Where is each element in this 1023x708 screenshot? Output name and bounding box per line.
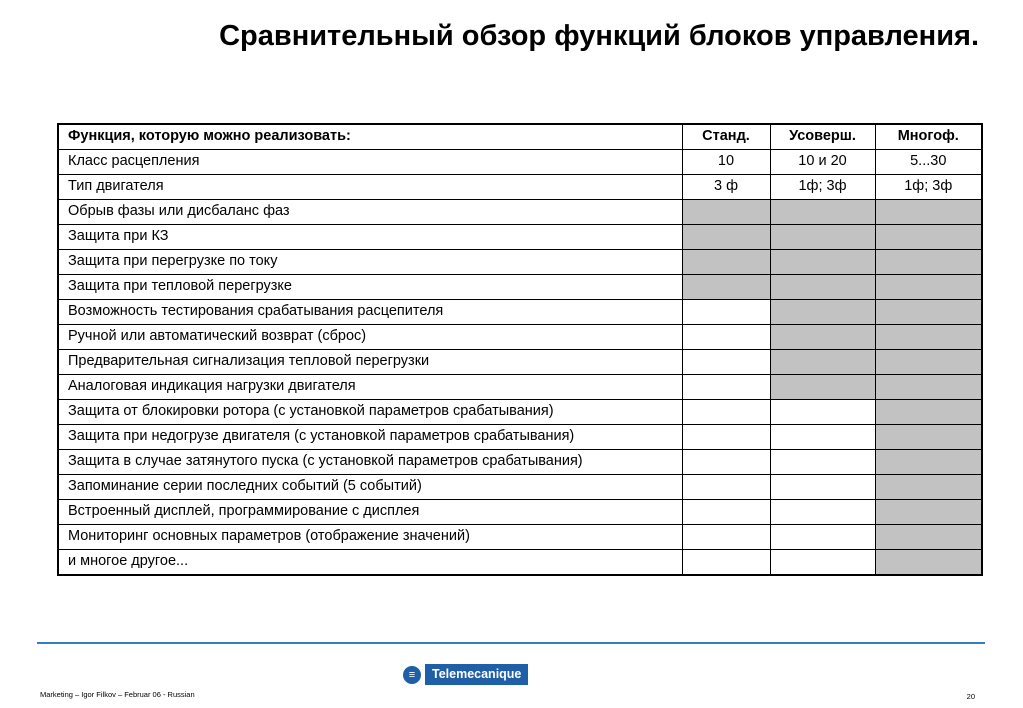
table-row [58, 525, 982, 550]
function-label: Защита при тепловой перегрузке [58, 275, 682, 300]
table-row [58, 425, 982, 450]
feature-empty-cell [770, 525, 875, 550]
feature-supported-cell [875, 425, 982, 450]
table-row [58, 350, 982, 375]
header-multifunction: Многоф. [875, 124, 982, 150]
function-label: и многое другое... [58, 550, 682, 576]
function-label: Запоминание серии последних событий (5 событий) [58, 475, 682, 500]
feature-supported-cell [875, 500, 982, 525]
telemecanique-logo-icon: ≡ [403, 666, 421, 684]
feature-empty-cell [682, 475, 770, 500]
header-advanced: Усоверш. [770, 124, 875, 150]
value-cell: 10 [682, 150, 770, 175]
function-label: Защита от блокировки ротора (с установкой параметров срабатывания) [58, 400, 682, 425]
function-label: Мониторинг основных параметров (отображение значений) [58, 525, 682, 550]
feature-empty-cell [770, 550, 875, 576]
brand-logo-text: Telemecanique [425, 664, 528, 685]
function-label: Защита при КЗ [58, 225, 682, 250]
feature-empty-cell [682, 350, 770, 375]
feature-supported-cell [682, 200, 770, 225]
feature-supported-cell [875, 250, 982, 275]
feature-supported-cell [875, 350, 982, 375]
value-cell: 3 ф [682, 175, 770, 200]
function-label: Встроенный дисплей, программирование с дисплея [58, 500, 682, 525]
function-label: Защита при перегрузке по току [58, 250, 682, 275]
feature-supported-cell [770, 375, 875, 400]
feature-supported-cell [875, 475, 982, 500]
page-title: Сравнительный обзор функций блоков управления. [219, 20, 979, 52]
function-label: Тип двигателя [58, 175, 682, 200]
feature-empty-cell [770, 400, 875, 425]
table-row [58, 550, 982, 576]
function-label: Класс расцепления [58, 150, 682, 175]
feature-supported-cell [770, 200, 875, 225]
feature-supported-cell [770, 325, 875, 350]
table-row [58, 300, 982, 325]
feature-empty-cell [682, 500, 770, 525]
value-cell: 10 и 20 [770, 150, 875, 175]
brand-logo [403, 664, 528, 685]
feature-supported-cell [875, 200, 982, 225]
value-cell: 1ф; 3ф [875, 175, 982, 200]
feature-supported-cell [682, 275, 770, 300]
table-row [58, 450, 982, 475]
feature-supported-cell [875, 525, 982, 550]
feature-empty-cell [682, 450, 770, 475]
table-row [58, 175, 982, 200]
feature-empty-cell [770, 475, 875, 500]
feature-supported-cell [875, 375, 982, 400]
function-label: Защита при недогрузе двигателя (с установкой параметров срабатывания) [58, 425, 682, 450]
feature-supported-cell [770, 300, 875, 325]
feature-supported-cell [682, 225, 770, 250]
feature-supported-cell [770, 350, 875, 375]
feature-supported-cell [875, 450, 982, 475]
table-row [58, 225, 982, 250]
table-row [58, 200, 982, 225]
feature-supported-cell [875, 300, 982, 325]
feature-supported-cell [875, 550, 982, 576]
table-row [58, 500, 982, 525]
table-row [58, 375, 982, 400]
function-label: Защита в случае затянутого пуска (с установкой параметров срабатывания) [58, 450, 682, 475]
feature-empty-cell [770, 425, 875, 450]
value-cell: 1ф; 3ф [770, 175, 875, 200]
value-cell: 5...30 [875, 150, 982, 175]
table-row [58, 400, 982, 425]
table-header-row [58, 124, 982, 150]
feature-empty-cell [682, 375, 770, 400]
feature-empty-cell [682, 525, 770, 550]
comparison-table [57, 123, 983, 576]
function-label: Обрыв фазы или дисбаланс фаз [58, 200, 682, 225]
feature-supported-cell [682, 250, 770, 275]
page-number: 20 [966, 692, 975, 701]
function-label: Возможность тестирования срабатывания расцепителя [58, 300, 682, 325]
footer-divider [37, 642, 985, 644]
feature-supported-cell [770, 250, 875, 275]
function-label: Аналоговая индикация нагрузки двигателя [58, 375, 682, 400]
footer-credit: Marketing – Igor Filkov – Februar 06 - Russian [40, 690, 195, 699]
table-row [58, 325, 982, 350]
feature-empty-cell [770, 450, 875, 475]
table-row [58, 475, 982, 500]
feature-empty-cell [682, 300, 770, 325]
table-row [58, 250, 982, 275]
feature-empty-cell [682, 400, 770, 425]
feature-empty-cell [682, 325, 770, 350]
feature-empty-cell [770, 500, 875, 525]
feature-supported-cell [875, 325, 982, 350]
table-row [58, 275, 982, 300]
feature-supported-cell [875, 275, 982, 300]
function-label: Предварительная сигнализация тепловой перегрузки [58, 350, 682, 375]
feature-empty-cell [682, 425, 770, 450]
header-function: Функция, которую можно реализовать: [58, 124, 682, 150]
table-row [58, 150, 982, 175]
feature-empty-cell [682, 550, 770, 576]
feature-supported-cell [770, 225, 875, 250]
header-standard: Станд. [682, 124, 770, 150]
feature-supported-cell [875, 225, 982, 250]
feature-supported-cell [770, 275, 875, 300]
function-label: Ручной или автоматический возврат (сброс) [58, 325, 682, 350]
feature-supported-cell [875, 400, 982, 425]
comparison-table-body [58, 124, 982, 575]
